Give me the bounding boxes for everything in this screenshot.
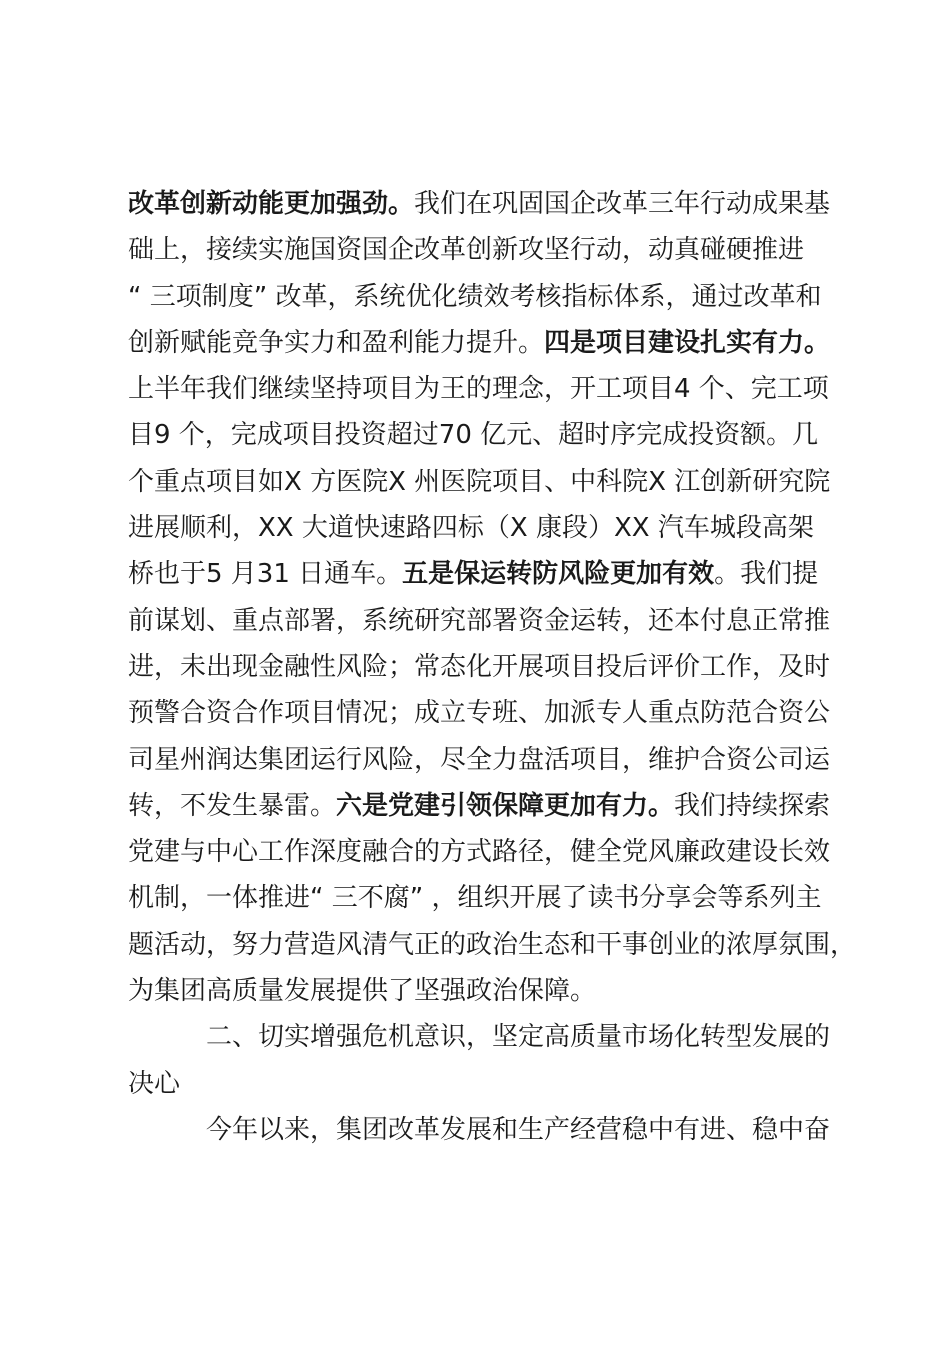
text-line: 为集团高质量发展提供了坚强政治保障。 [128,976,597,1007]
text-line: 今年以来，集团改革发展和生产经营稳中有进、稳中奋 [206,1114,831,1145]
bold-heading-reform: 改革创新动能更加强劲。 [128,189,415,219]
section-heading-line: 二、切实增强危机意识，坚定高质量市场化转型发展的 [206,1022,831,1053]
text-line: 上半年我们继续坚持项目为王的理念，开工项目4 个、完工项 [128,374,829,405]
text-line: 目9 个，完成项目投资超过70 亿元、超时序完成投资额。几 [128,420,819,451]
text-line: 创新赋能竞争实力和盈利能力提升。四是项目建设扎实有力。 [128,327,831,358]
text-line: 进展顺利，XX 大道快速路四标（X 康段）XX 汽车城段高架 [128,513,814,544]
section-heading-line: 决心 [128,1068,181,1099]
section-heading [128,1014,848,1107]
text-line: 改革创新动能更加强劲。我们在巩固国企改革三年行动成果基 [128,189,831,219]
text-line: “ 三项制度” 改革，系统优化绩效考核指标体系，通过改革和 [128,281,822,312]
text-line: 前谋划、重点部署，系统研究部署资金运转，还本付息正常推 [128,605,831,636]
text-line: 机制，一体推进“ 三不腐” ，组织开展了读书分享会等系列主 [128,883,822,914]
text-line: 进，未出现金融性风险；常态化开展项目投后评价工作，及时 [128,651,831,682]
text-line: 党建与中心工作深度融合的方式路径，健全党风廉政建设长效 [128,837,831,868]
bold-heading-projects: 四是项目建设扎实有力。 [544,327,831,358]
paragraph-this-year [128,1107,848,1153]
text-line: 础上，接续实施国资国企改革创新攻坚行动，动真碰硬推进 [128,235,805,266]
text-line: 司星州润达集团运行风险，尽全力盘活项目，维护合资公司运 [128,744,831,775]
text-line: 个重点项目如X 方医院X 州医院项目、中科院X 江创新研究院 [128,466,831,497]
paragraph-achievements [128,181,857,1014]
text-line: 转，不发生暴雷。六是党建引领保障更加有力。我们持续探索 [128,790,831,821]
document-body [128,181,857,1153]
text-line: 预警合资合作项目情况；成立专班、加派专人重点防范合资公 [128,698,831,729]
text-line: 题活动，努力营造风清气正的政治生态和干事创业的浓厚氛围， [128,929,857,960]
text-line: 桥也于5 月31 日通车。五是保运转防风险更加有效。我们提 [128,559,819,590]
bold-heading-risk: 五是保运转防风险更加有效 [402,559,715,590]
bold-heading-party: 六是党建引领保障更加有力。 [336,790,675,821]
